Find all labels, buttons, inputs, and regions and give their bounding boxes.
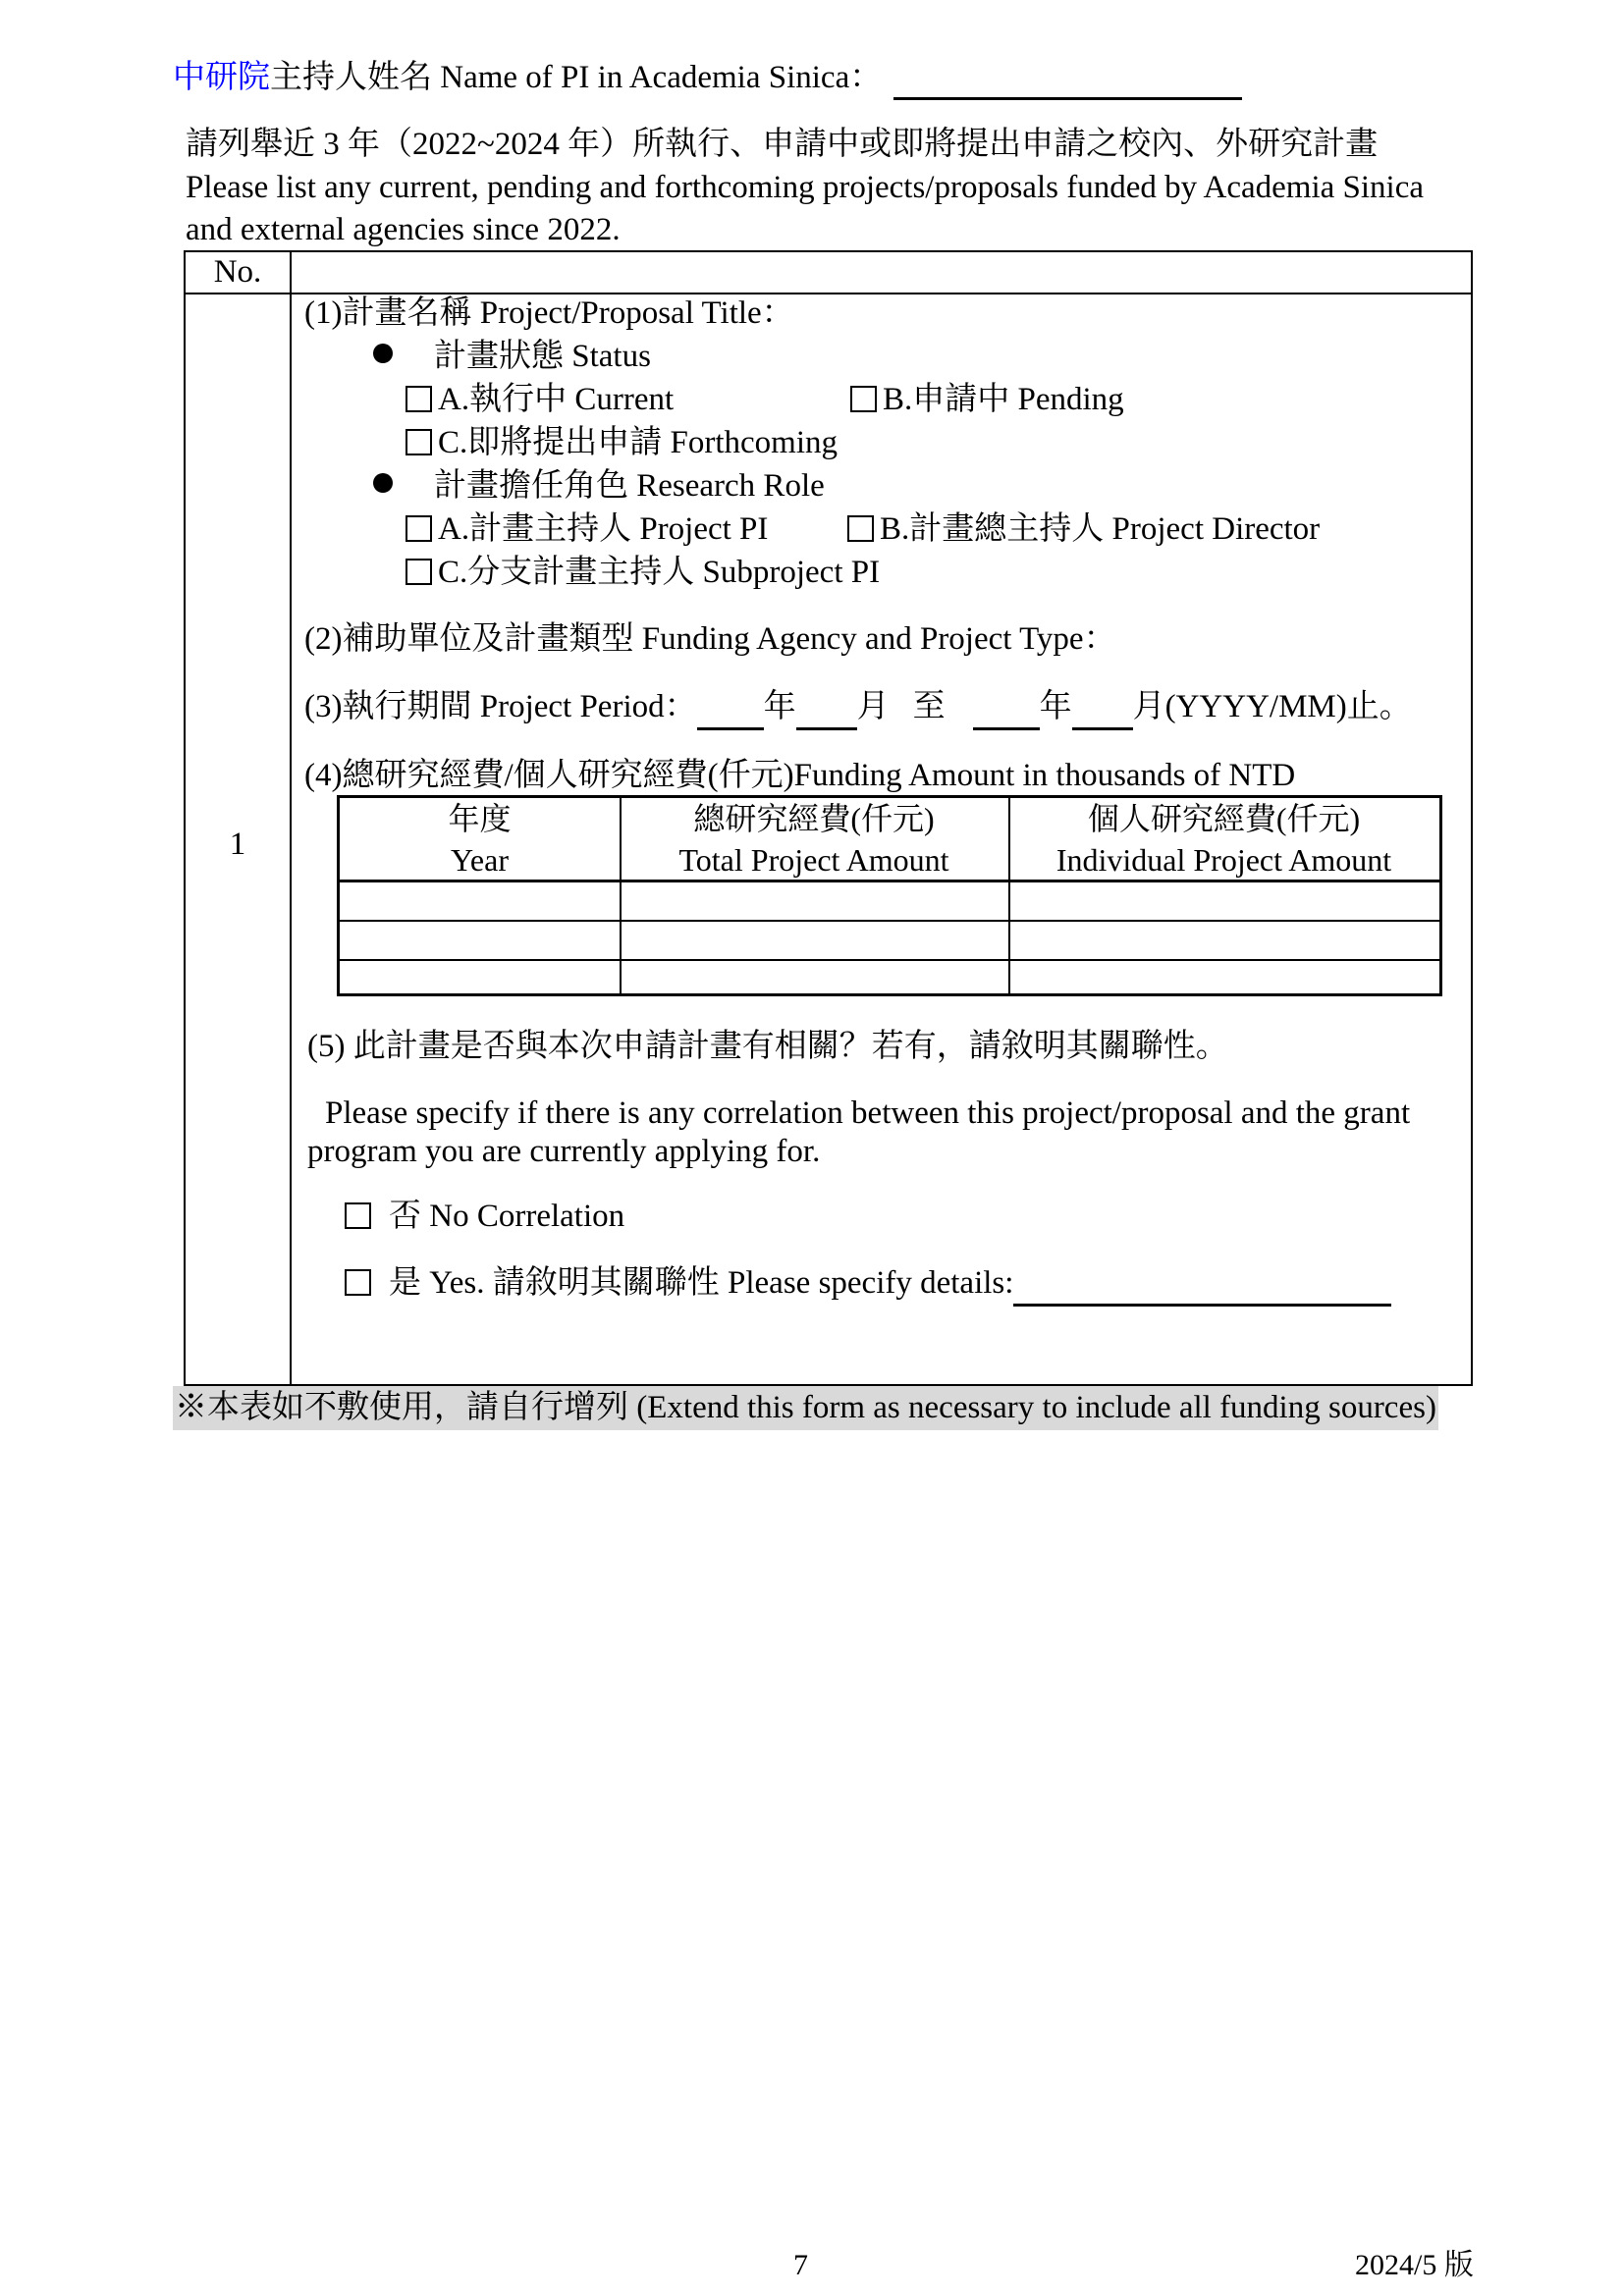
no-column-header: No. — [213, 254, 262, 290]
funding-amount-label: (4)總研究經費/個人研究經費(仟元)Funding Amount in thousands of NTD — [304, 758, 1296, 793]
end-month-field[interactable] — [1072, 688, 1133, 730]
pi-name-label-text: 主持人姓名 Name of PI in Academia Sinica： — [270, 60, 883, 95]
org-name: 中研院 — [173, 60, 270, 95]
intro-en-2: and external agencies since 2022. — [186, 212, 621, 247]
option-no-correlation[interactable]: 否 No Correlation — [345, 1198, 624, 1237]
intro-zh: 請列舉近 3 年（2022~2024 年）所執行、申請中或即將提出申請之校內、外研究計畫 — [186, 127, 1379, 162]
column-header-year: 年度 Year — [448, 801, 512, 878]
role-option-director[interactable]: B.計畫總主持人 Project Director — [847, 510, 1320, 550]
status-option-current[interactable]: A.執行中 Current — [406, 381, 674, 420]
project-title-label: (1)計畫名稱 Project/Proposal Title： — [304, 295, 794, 331]
role-option-subproject[interactable]: C.分支計畫主持人 Subproject PI — [406, 554, 880, 593]
version-label: 2024/5 版 — [1355, 2249, 1474, 2281]
intro-en-1: Please list any current, pending and forthcoming projects/proposals funded by Academia Sinica — [186, 170, 1425, 205]
pi-name-field[interactable] — [893, 97, 1242, 100]
status-option-forthcoming[interactable]: C.即將提出申請 Forthcoming — [406, 424, 838, 463]
start-month-field[interactable] — [796, 688, 857, 730]
page-number: 7 — [793, 2249, 808, 2281]
status-heading: 計畫狀態 Status — [373, 338, 651, 377]
project-period-label: (3)執行期間 Project Period： 年 月 至 年 月(YYYY/MM)止。 — [304, 688, 1412, 730]
checkbox-icon[interactable] — [406, 515, 432, 542]
role-option-pi[interactable]: A.計畫主持人 Project PI — [406, 510, 768, 550]
funding-agency-label: (2)補助單位及計畫類型 Funding Agency and Project Type： — [304, 621, 1116, 657]
correlation-details-field[interactable] — [1013, 1264, 1391, 1307]
status-option-pending[interactable]: B.申請中 Pending — [850, 381, 1124, 420]
correlation-question-en-1: Please specify if there is any correlation between this project/proposal and the grant — [325, 1095, 1411, 1131]
checkbox-icon[interactable] — [406, 429, 432, 455]
role-heading: 計畫擔任角色 Research Role — [373, 467, 825, 507]
row-number: 1 — [229, 827, 246, 862]
checkbox-icon[interactable] — [406, 386, 432, 412]
checkbox-icon[interactable] — [850, 386, 877, 412]
option-yes-correlation[interactable]: 是 Yes. 請敘明其關聯性 Please specify details: — [345, 1264, 1391, 1307]
bullet-icon — [373, 344, 393, 363]
start-year-field[interactable] — [697, 688, 764, 730]
column-header-total: 總研究經費(仟元) Total Project Amount — [678, 801, 949, 878]
checkbox-icon[interactable] — [345, 1269, 371, 1296]
checkbox-icon[interactable] — [345, 1202, 371, 1229]
column-header-individual: 個人研究經費(仟元) Individual Project Amount — [1055, 801, 1392, 878]
checkbox-icon[interactable] — [406, 559, 432, 585]
bullet-icon — [373, 473, 393, 493]
footnote: ※本表如不敷使用，請自行增列 (Extend this form as necessary to include all funding sources) — [173, 1386, 1438, 1430]
correlation-question-zh: (5) 此計畫是否與本次申請計畫有相關？若有，請敘明其關聯性。 — [307, 1029, 1228, 1064]
checkbox-icon[interactable] — [847, 515, 874, 542]
correlation-question-en-2: program you are currently applying for. — [307, 1134, 821, 1169]
funding-amount-table — [337, 795, 1442, 996]
pi-name-label — [173, 59, 882, 98]
end-year-field[interactable] — [973, 688, 1040, 730]
